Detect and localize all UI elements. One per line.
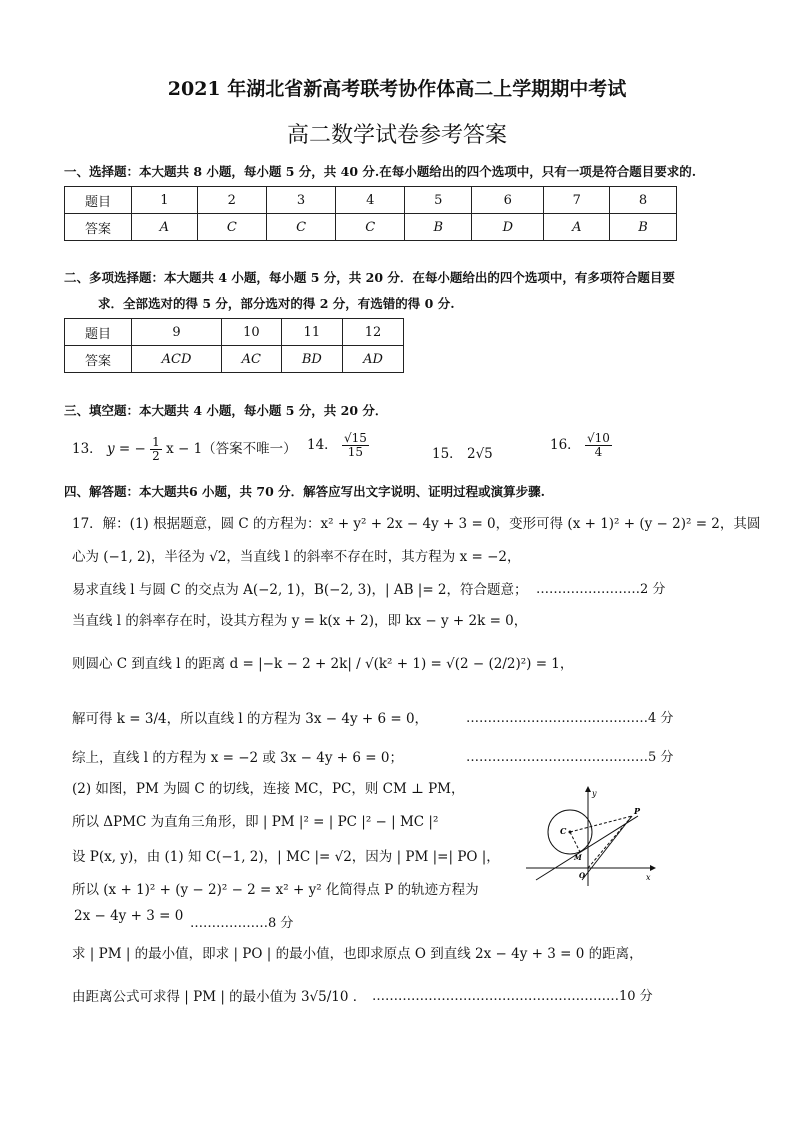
label-p: P bbox=[634, 806, 641, 816]
score-marker: …………………………………………………10 分 bbox=[372, 989, 653, 1004]
question-number: 12 bbox=[343, 319, 404, 346]
q13-answer bbox=[72, 436, 297, 463]
q14-frac-num: √15 bbox=[343, 431, 367, 445]
q15-answer bbox=[432, 442, 493, 462]
question-number: 2 bbox=[197, 187, 266, 214]
solution-line: 易求直线 l 与圆 C 的交点为 A(−2, 1)，B(−2, 3)，| AB |= 2，符合题意； bbox=[72, 582, 528, 598]
row-label-question: 题目 bbox=[65, 187, 132, 214]
row-label-answer: 答案 bbox=[65, 214, 132, 241]
answer-key-subtitle: 高二数学试卷参考答案 bbox=[286, 123, 507, 148]
question-number: 1 bbox=[132, 187, 198, 214]
y-axis-arrow bbox=[585, 786, 591, 792]
section1-heading: 一、选择题：本大题共 8 小题，每小题 5 分，共 40 分.在每小题给出的四个选项中，只有一项是符合题目要求的. bbox=[64, 164, 697, 179]
solution-line: 由距离公式可求得 | PM | 的最小值为 3√5/10 ． bbox=[72, 989, 367, 1005]
answer-cell: C bbox=[197, 214, 266, 241]
section2-answer-table bbox=[64, 318, 404, 373]
q13-suffix: x − 1（答案不唯一） bbox=[166, 441, 297, 457]
section4-heading: 四、解答题：本大题共6 小题，共 70 分．解答应写出文字说明、证明过程或演算步骤. bbox=[64, 484, 546, 499]
segment-pc bbox=[570, 816, 632, 832]
label-o: O bbox=[579, 871, 586, 880]
answer-cell: C bbox=[336, 214, 405, 241]
section2-answer-row bbox=[65, 346, 404, 373]
question-number: 6 bbox=[472, 187, 544, 214]
answer-cell: AC bbox=[222, 346, 282, 373]
question-number: 8 bbox=[610, 187, 677, 214]
section1-answer-row bbox=[65, 214, 677, 241]
solution-line: 当直线 l 的斜率存在时，设其方程为 y = k(x + 2)，即 kx − y + 2k = 0， bbox=[72, 613, 528, 629]
answer-cell: B bbox=[405, 214, 472, 241]
answer-cell: BD bbox=[281, 346, 342, 373]
solution-line: 17．解：(1) 根据题意，圆 C 的方程为：x² + y² + 2x − 4y + 3 = 0，变形可得 (x + 1)² + (y − 2)² = 2，其圆 bbox=[72, 516, 761, 532]
answer-cell: A bbox=[132, 214, 198, 241]
solution-line: (2) 如图，PM 为圆 C 的切线，连接 MC，PC，则 CM ⊥ PM， bbox=[72, 781, 465, 797]
question-number: 9 bbox=[132, 319, 222, 346]
section2-heading-line1: 二、多项选择题：本大题共 4 小题，每小题 5 分，共 20 分．在每小题给出的四个选项中，有多项符合题目要 bbox=[64, 270, 675, 285]
q14-frac-den: 15 bbox=[347, 445, 364, 459]
q15-value: 2√5 bbox=[466, 446, 493, 462]
section2-heading-line2: 求．全部选对的得 5 分，部分选对的得 2 分，有选错的得 0 分. bbox=[98, 296, 455, 311]
question-number: 4 bbox=[336, 187, 405, 214]
tangent-line-figure bbox=[520, 784, 660, 890]
answer-cell: A bbox=[544, 214, 610, 241]
row-label-answer: 答案 bbox=[65, 346, 132, 373]
answer-cell: B bbox=[610, 214, 677, 241]
row-label-question: 题目 bbox=[65, 319, 132, 346]
answer-cell: AD bbox=[343, 346, 404, 373]
solution-line: 所以 ΔPMC 为直角三角形，即 | PM |² = | PC |² − | MC |² bbox=[72, 814, 439, 830]
solution-line: 解可得 k = 3/4，所以直线 l 的方程为 3x − 4y + 6 = 0， bbox=[72, 711, 429, 727]
answer-cell: ACD bbox=[132, 346, 222, 373]
q13-prefix: y = − bbox=[106, 441, 146, 457]
solution-line: 心为 (−1, 2)，半径为 √2，当直线 l 的斜率不存在时，其方程为 x = −2， bbox=[72, 549, 521, 565]
q16-answer bbox=[550, 432, 612, 459]
score-marker: ……………………………………5 分 bbox=[466, 750, 674, 765]
locus-line bbox=[536, 816, 638, 880]
q14-answer bbox=[307, 432, 369, 459]
q13-frac-den: 2 bbox=[152, 449, 160, 463]
score-marker: ……………………2 分 bbox=[536, 582, 666, 597]
label-x: x bbox=[646, 873, 651, 882]
solution-line: 设 P(x, y)，由 (1) 知 C(−1, 2)，| MC |= √2，因为 | PM |=| PO |， bbox=[72, 849, 500, 865]
answer-cell: C bbox=[266, 214, 335, 241]
score-marker: ………………8 分 bbox=[190, 916, 294, 931]
section1-question-row bbox=[65, 187, 677, 214]
q16-fraction bbox=[585, 432, 612, 459]
segment-po bbox=[588, 816, 632, 868]
solution-line: 则圆心 C 到直线 l 的距离 d = |−k − 2 + 2k| / √(k² + 1) = √(2 − (2/2)²) = 1， bbox=[72, 656, 574, 672]
q13-fraction bbox=[150, 436, 162, 463]
section3-heading: 三、填空题：本大题共 4 小题，每小题 5 分，共 20 分． bbox=[64, 403, 388, 418]
label-c: C bbox=[560, 826, 567, 836]
question-number: 10 bbox=[222, 319, 282, 346]
q16-frac-num: √10 bbox=[586, 431, 610, 445]
q13-label: 13． bbox=[72, 441, 103, 457]
question-number: 11 bbox=[281, 319, 342, 346]
q16-frac-den: 4 bbox=[594, 445, 603, 459]
center-point bbox=[569, 831, 572, 834]
question-number: 3 bbox=[266, 187, 335, 214]
question-number: 7 bbox=[544, 187, 610, 214]
solution-line: 求 | PM | 的最小值，即求 | PO | 的最小值，也即求原点 O 到直线 2x − 4y + 3 = 0 的距离， bbox=[72, 946, 643, 962]
label-y: y bbox=[592, 789, 597, 798]
section1-answer-table bbox=[64, 186, 677, 241]
answer-cell: D bbox=[472, 214, 544, 241]
question-number: 5 bbox=[405, 187, 472, 214]
solution-line: 综上，直线 l 的方程为 x = −2 或 3x − 4y + 6 = 0； bbox=[72, 750, 403, 766]
label-m: M bbox=[574, 853, 582, 862]
solution-line: 2x − 4y + 3 = 0 bbox=[74, 908, 184, 924]
exam-title: 2021 年湖北省新高考联考协作体高二上学期期中考试 bbox=[167, 78, 627, 100]
score-marker: ……………………………………4 分 bbox=[466, 711, 674, 726]
q14-fraction bbox=[342, 432, 369, 459]
x-axis-arrow bbox=[650, 865, 656, 871]
q15-label: 15． bbox=[432, 446, 463, 462]
q16-label: 16． bbox=[550, 437, 581, 453]
solution-line: 所以 (x + 1)² + (y − 2)² − 2 = x² + y² 化简得点 P 的轨迹方程为 bbox=[72, 882, 479, 898]
section2-question-row bbox=[65, 319, 404, 346]
segment-mc bbox=[570, 832, 580, 852]
q13-frac-num: 1 bbox=[152, 435, 160, 449]
q14-label: 14． bbox=[307, 437, 338, 453]
